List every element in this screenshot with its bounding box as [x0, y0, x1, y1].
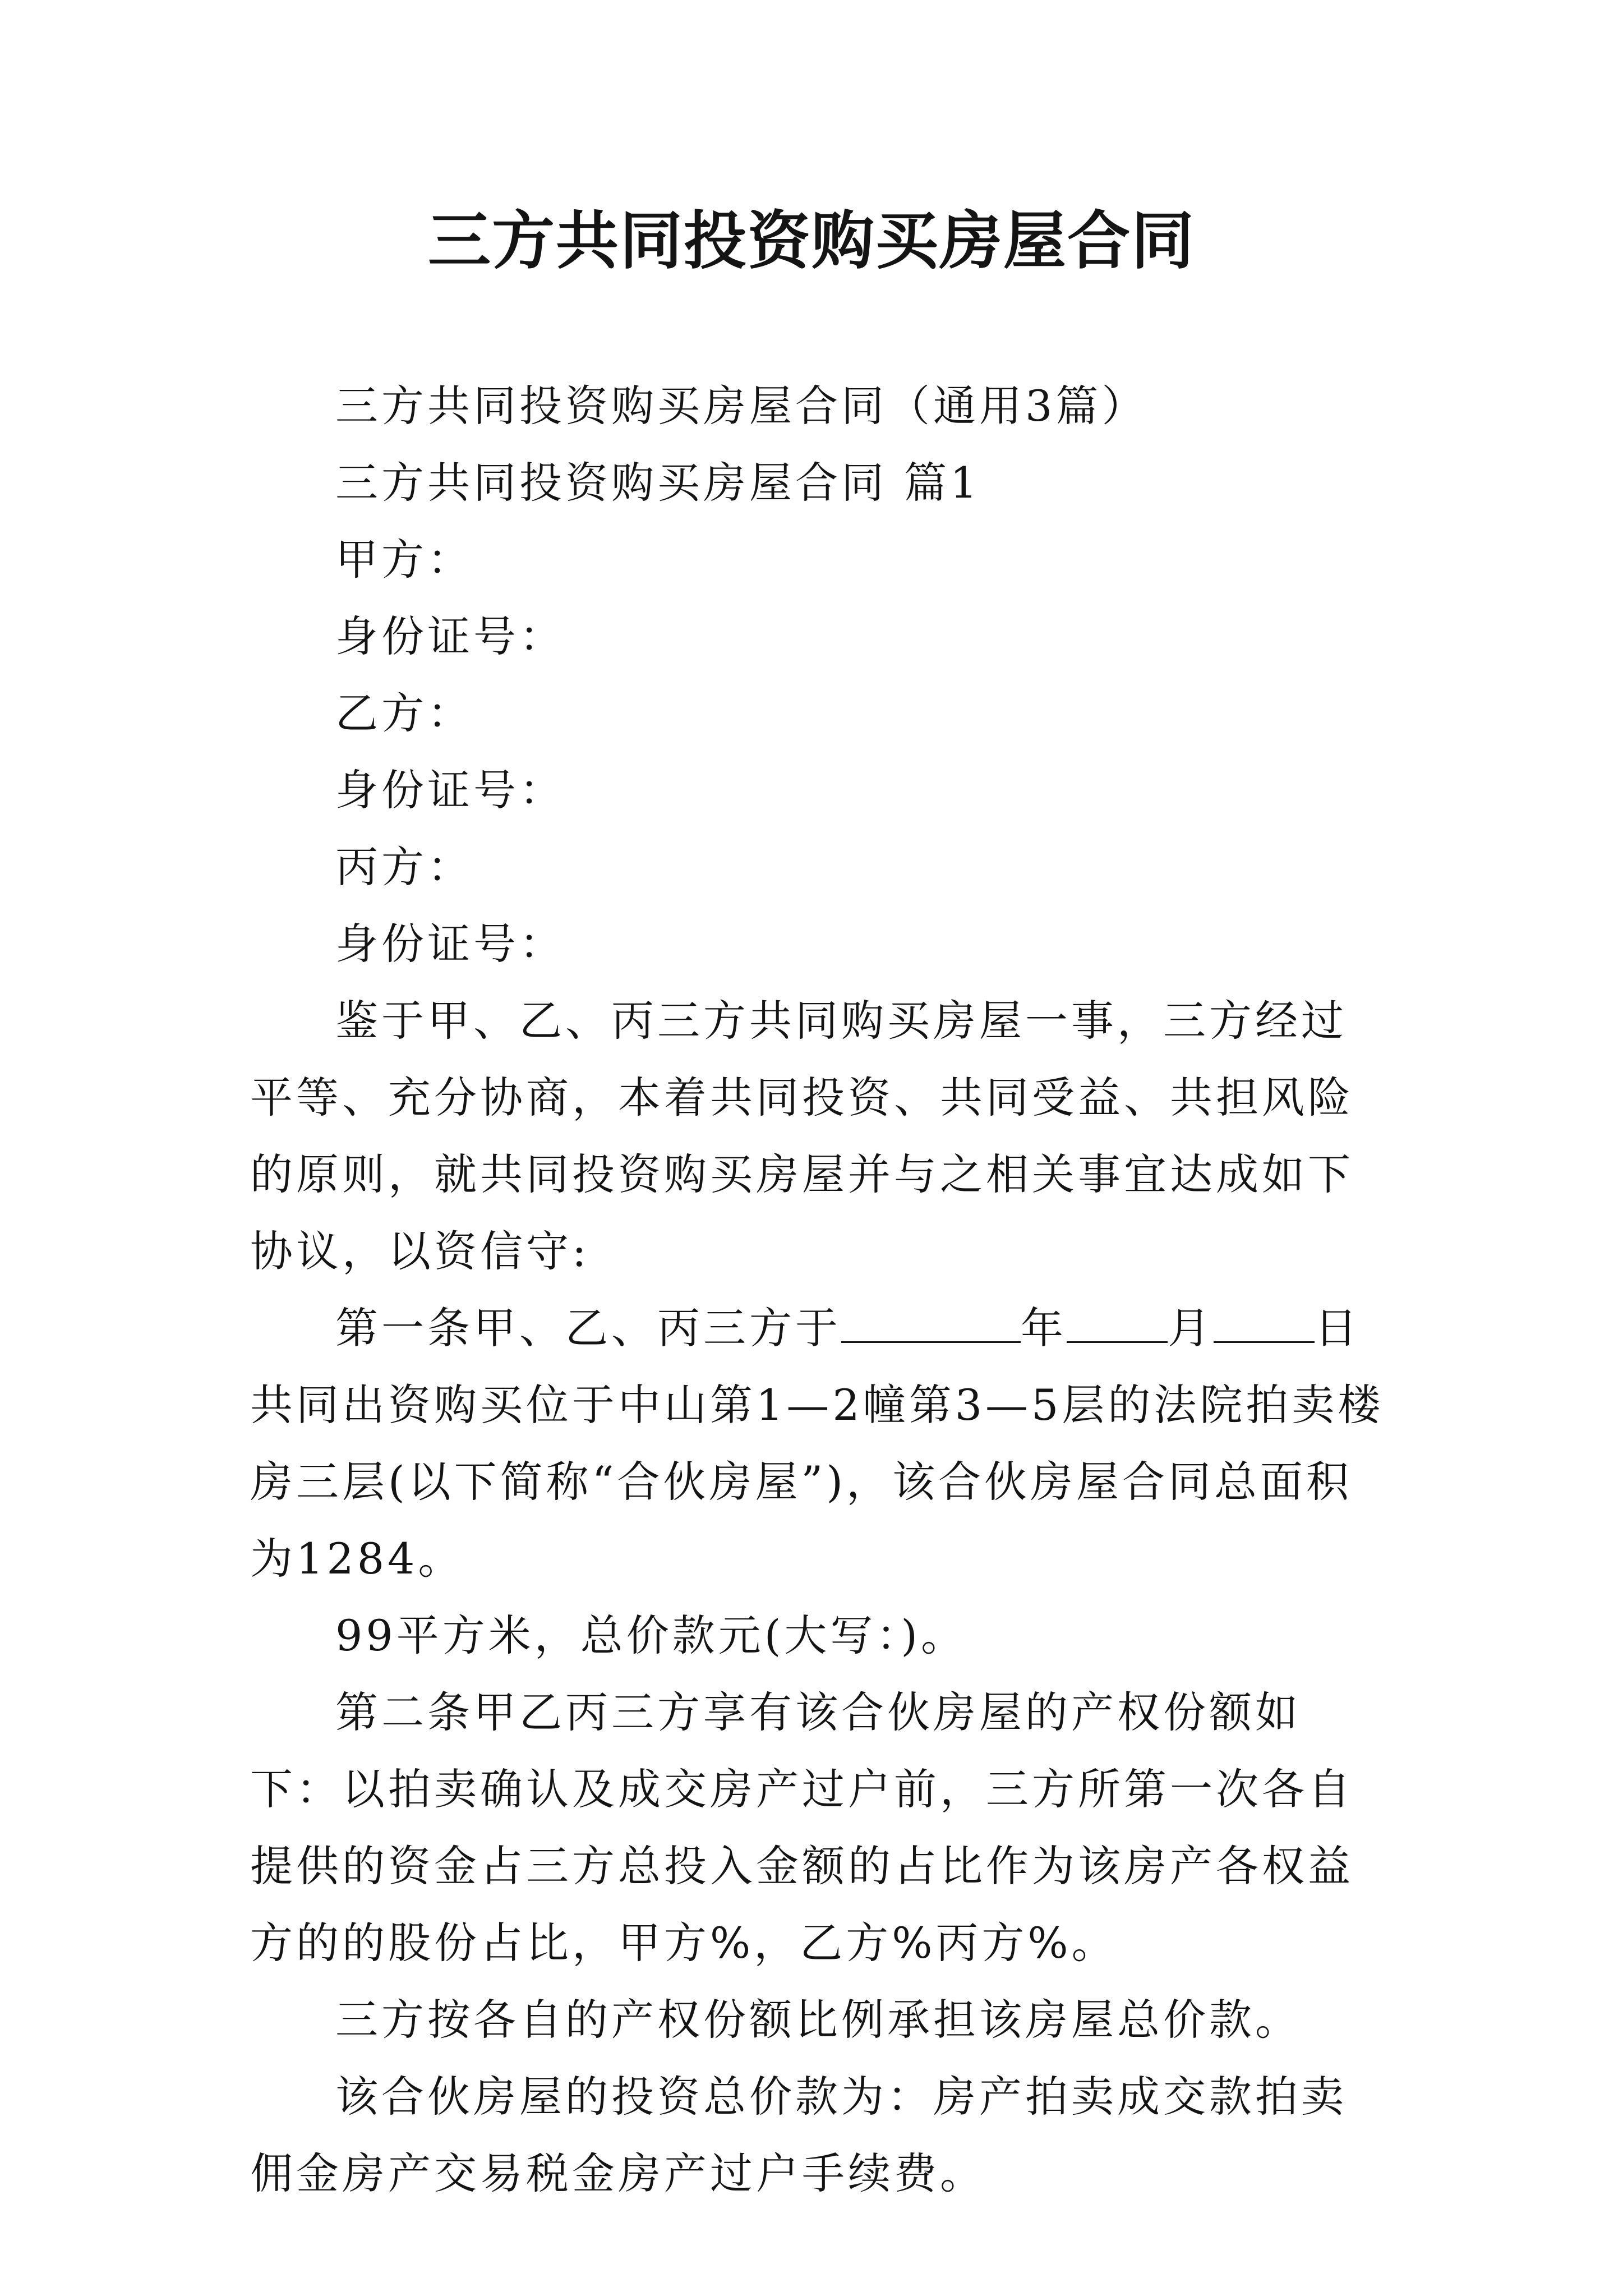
article-1-continuation: 99平方米，总价款元(大写：)。	[335, 1611, 967, 1660]
article-1-year: 年	[1021, 1303, 1067, 1353]
year-blank	[841, 1306, 1021, 1343]
party-a-id-label: 身份证号：	[335, 611, 565, 661]
party-c-id-label: 身份证号：	[335, 919, 565, 969]
document-body	[250, 367, 1389, 2212]
party-b-label: 乙方：	[335, 688, 473, 738]
share-clause: 三方按各自的产权份额比例承担该房屋总价款。	[335, 1995, 1301, 2045]
article-2-paragraph: 第二条甲乙丙三方享有该合伙房屋的产权份额如下：以拍卖确认及成交房产过户前，三方所第一次各自提供的资金占三方总投入金额的占比作为该房产各权益方的的股份占比，甲方%，乙方%丙方%。	[250, 1687, 1354, 1968]
document-title: 三方共同投资购买房屋合同	[428, 204, 1195, 278]
article-1-start: 第一条甲、乙、丙三方于	[335, 1303, 841, 1353]
article-1-paragraph	[250, 1290, 1389, 1597]
section-heading: 三方共同投资购买房屋合同 篇1	[335, 458, 981, 508]
total-price-clause: 该合伙房屋的投资总价款为：房产拍卖成交款拍卖佣金房产交易税金房产过户手续费。	[250, 2072, 1347, 2198]
party-a-label: 甲方：	[335, 535, 473, 585]
party-b-id-label: 身份证号：	[335, 765, 565, 815]
article-1-rest: 日共同出资购买位于中山第1—2幢第3—5层的法院拍卖楼房三层(以下简称“合伙房屋”)，该合伙房屋合同总面积为1284。	[250, 1303, 1384, 1584]
day-blank	[1214, 1306, 1315, 1343]
month-blank	[1067, 1306, 1168, 1343]
article-1-month: 月	[1168, 1303, 1214, 1353]
party-c-label: 丙方：	[335, 842, 473, 892]
subtitle: 三方共同投资购买房屋合同（通用3篇）	[335, 381, 1148, 431]
preamble-paragraph: 鉴于甲、乙、丙三方共同购买房屋一事，三方经过平等、充分协商，本着共同投资、共同受益、共担风险的原则，就共同投资购买房屋并与之相关事宜达成如下协议，以资信守:	[250, 996, 1354, 1276]
